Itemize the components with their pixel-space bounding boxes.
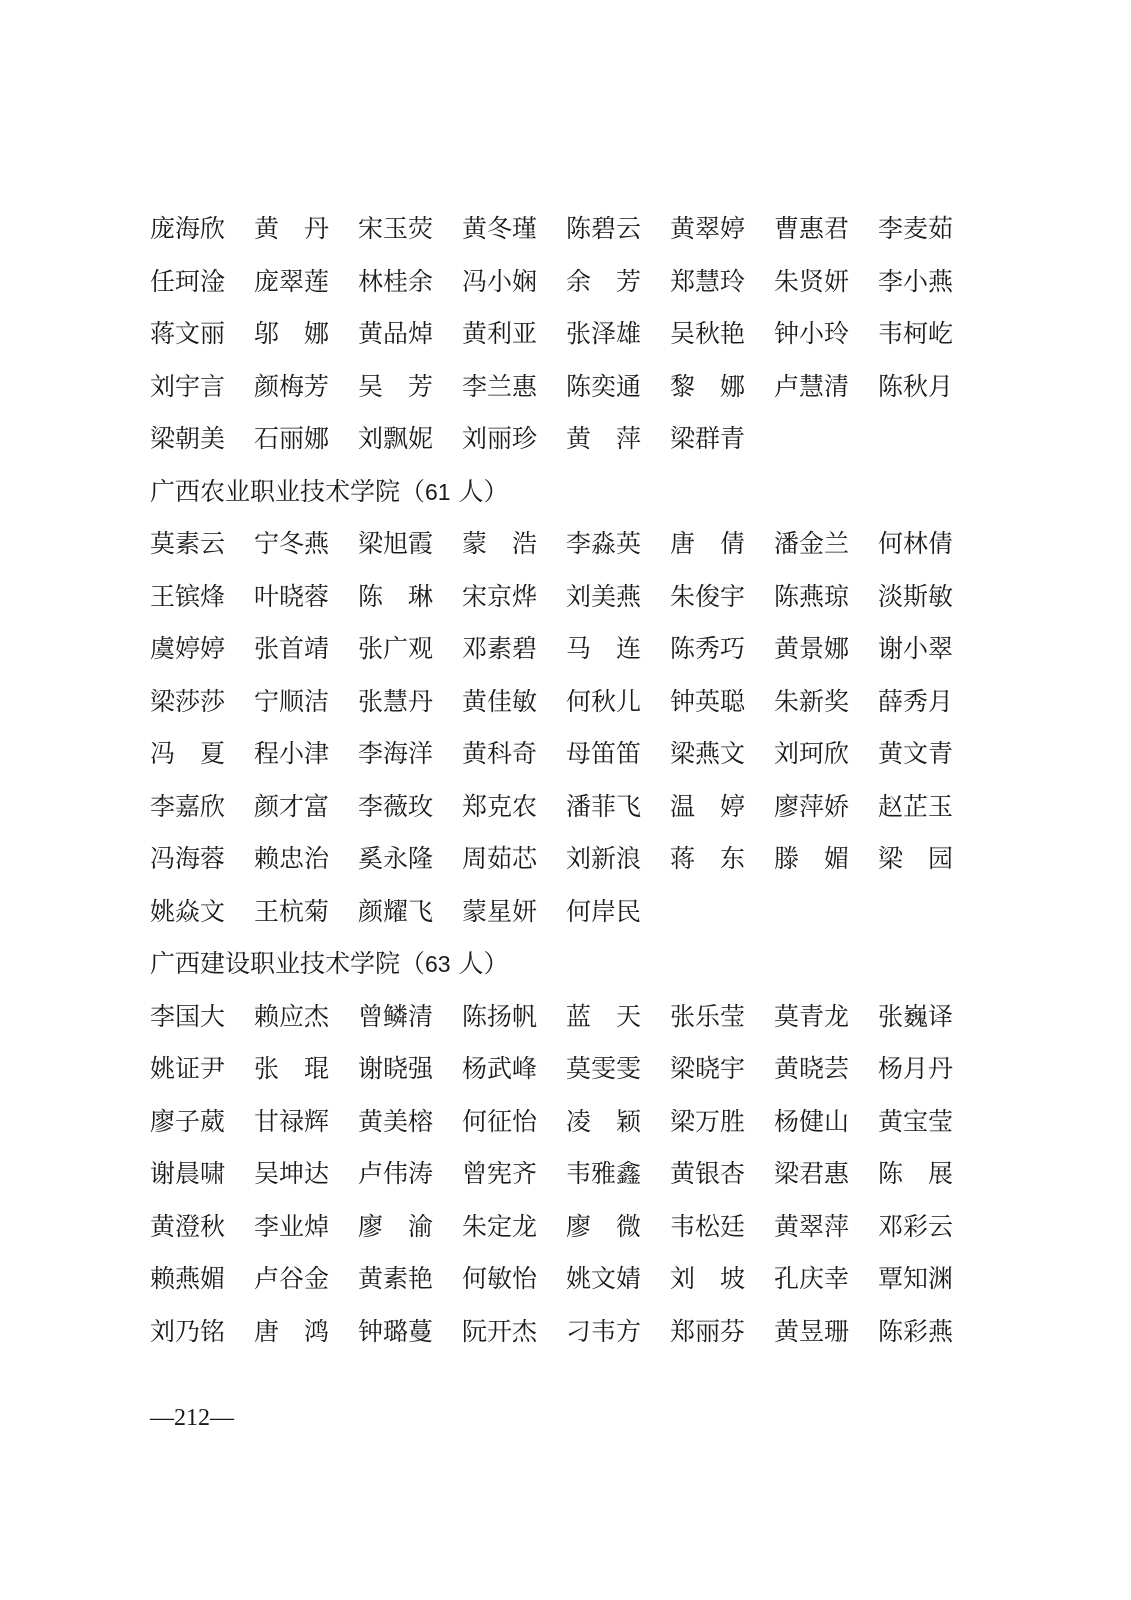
- section-heading-count: 61: [425, 478, 451, 505]
- person-name: 卢谷金: [254, 1264, 330, 1293]
- person-name: 黄昱珊: [774, 1316, 850, 1346]
- person-name: 郑丽芬: [670, 1316, 746, 1346]
- person-name: 淡斯敏: [878, 581, 954, 611]
- person-name: 叶晓蓉: [254, 581, 330, 611]
- person-name: 廖子葳: [150, 1106, 226, 1136]
- name-row: [150, 783, 1030, 836]
- person-name: 梁旭霞: [358, 529, 434, 558]
- person-name: 吴 芳: [358, 371, 434, 401]
- section-heading-line: [150, 940, 1030, 993]
- name-row: [150, 363, 1030, 416]
- name-row: [150, 1150, 1030, 1203]
- name-row: [150, 205, 1030, 258]
- person-name: 蓝 天: [566, 1001, 642, 1031]
- person-name: 母笛笛: [566, 739, 642, 768]
- person-name: 廖 微: [566, 1211, 642, 1241]
- person-name: 张广观: [358, 634, 434, 663]
- person-name: 宋京烨: [462, 581, 538, 611]
- person-name: 黄澄秋: [150, 1211, 226, 1241]
- person-name: 陈 展: [878, 1159, 954, 1188]
- person-name: 刘丽珍: [462, 424, 538, 453]
- person-name: 宁顺洁: [254, 686, 330, 716]
- person-name: 黄素艳: [358, 1264, 434, 1293]
- person-name: 郑慧玲: [670, 266, 746, 296]
- name-row: [150, 625, 1030, 678]
- person-name: 朱定龙: [462, 1211, 538, 1241]
- person-name: 张首靖: [254, 634, 330, 663]
- person-name: 陈 琳: [358, 581, 434, 611]
- person-name: 蒙星妍: [462, 896, 538, 926]
- person-name: 卢伟涛: [358, 1159, 434, 1188]
- person-name: 何敏怡: [462, 1264, 538, 1293]
- person-name: 邓彩云: [878, 1211, 954, 1241]
- person-name: 张巍译: [878, 1001, 954, 1031]
- person-name: 张乐莹: [670, 1001, 746, 1031]
- person-name: 曾鳞清: [358, 1001, 434, 1031]
- person-name: 陈燕琼: [774, 581, 850, 611]
- person-name: 杨健山: [774, 1106, 850, 1136]
- person-name: 刘珂欣: [774, 739, 850, 768]
- person-name: 陈秀巧: [670, 634, 746, 663]
- person-name: 梁群青: [670, 424, 746, 453]
- person-name: 韦雅鑫: [566, 1159, 642, 1188]
- person-name: 何岸民: [566, 896, 642, 926]
- section-heading: [150, 474, 509, 510]
- person-name: 黄翠萍: [774, 1211, 850, 1241]
- person-name: 李小燕: [878, 266, 954, 296]
- person-name: 朱俊宇: [670, 581, 746, 611]
- person-name: 甘禄辉: [254, 1106, 330, 1136]
- person-name: 周茹芯: [462, 844, 538, 873]
- person-name: 滕 媚: [774, 844, 850, 873]
- person-name: 马 连: [566, 634, 642, 663]
- person-name: 陈秋月: [878, 371, 954, 401]
- person-name: 姚文婧: [566, 1264, 642, 1293]
- section-heading-count: 63: [425, 951, 451, 977]
- person-name: 张慧丹: [358, 686, 434, 716]
- person-name: 陈碧云: [566, 214, 642, 243]
- person-name: 宁冬燕: [254, 529, 330, 558]
- person-name: 赖应杰: [254, 1001, 330, 1031]
- person-name: 廖 渝: [358, 1211, 434, 1241]
- name-row: [150, 258, 1030, 311]
- person-name: 蒋 东: [670, 844, 746, 873]
- name-list: [150, 205, 1030, 1360]
- name-row: [150, 573, 1030, 626]
- name-row: [150, 415, 1030, 468]
- person-name: 梁 园: [878, 844, 954, 873]
- person-name: 刘飘妮: [358, 424, 434, 453]
- person-name: 谢小翠: [878, 634, 954, 663]
- person-name: 刘宇言: [150, 371, 226, 401]
- person-name: 冯 夏: [150, 739, 226, 768]
- person-name: 王镔烽: [150, 581, 226, 611]
- person-name: 陈彩燕: [878, 1316, 954, 1346]
- person-name: 吴秋艳: [670, 319, 746, 348]
- section-heading: [150, 946, 509, 982]
- person-name: 梁朝美: [150, 424, 226, 453]
- person-name: 朱新奖: [774, 686, 850, 716]
- person-name: 钟小玲: [774, 319, 850, 348]
- person-name: 蒙 浩: [462, 529, 538, 558]
- person-name: 李薇玫: [358, 791, 434, 821]
- person-name: 郑克农: [462, 791, 538, 821]
- person-name: 刘美燕: [566, 581, 642, 611]
- person-name: 张泽雄: [566, 319, 642, 348]
- person-name: 石丽娜: [254, 424, 330, 453]
- person-name: 王杭菊: [254, 896, 330, 926]
- person-name: 庞海欣: [150, 214, 226, 243]
- person-name: 唐 鸿: [254, 1316, 330, 1346]
- section-heading-suffix: 人）: [450, 476, 509, 506]
- person-name: 廖萍娇: [774, 791, 850, 821]
- person-name: 姚证尹: [150, 1054, 226, 1083]
- person-name: 梁莎莎: [150, 686, 226, 716]
- person-name: 朱贤妍: [774, 266, 850, 296]
- person-name: 钟英聪: [670, 686, 746, 716]
- person-name: 卢慧清: [774, 371, 850, 401]
- person-name: 梁晓宇: [670, 1054, 746, 1083]
- person-name: 陈奕通: [566, 371, 642, 401]
- person-name: 赵芷玉: [878, 791, 954, 821]
- person-name: 曹惠君: [774, 214, 850, 243]
- person-name: 奚永隆: [358, 844, 434, 873]
- name-row: [150, 1255, 1030, 1308]
- person-name: 黄翠婷: [670, 214, 746, 243]
- person-name: 庞翠莲: [254, 266, 330, 296]
- name-row: [150, 1308, 1030, 1361]
- person-name: 吴坤达: [254, 1159, 330, 1188]
- person-name: 张 琨: [254, 1054, 330, 1083]
- person-name: 韦柯屹: [878, 319, 954, 348]
- person-name: 唐 倩: [670, 529, 746, 558]
- person-name: 刘乃铭: [150, 1316, 226, 1346]
- person-name: 黄美榕: [358, 1106, 434, 1136]
- name-row: [150, 1045, 1030, 1098]
- person-name: 李嘉欣: [150, 791, 226, 821]
- person-name: 黄 丹: [254, 214, 330, 243]
- person-name: 颜耀飞: [358, 896, 434, 926]
- person-name: 李麦茹: [878, 214, 954, 243]
- person-name: 潘金兰: [774, 529, 850, 558]
- person-name: 杨武峰: [462, 1054, 538, 1083]
- person-name: 冯海蓉: [150, 844, 226, 873]
- name-row: [150, 730, 1030, 783]
- person-name: 谢晓强: [358, 1054, 434, 1083]
- person-name: 梁万胜: [670, 1106, 746, 1136]
- name-row: [150, 1203, 1030, 1256]
- person-name: 黄品焯: [358, 319, 434, 348]
- section-heading-line: [150, 468, 1030, 521]
- name-row: [150, 835, 1030, 888]
- person-name: 薛秀月: [878, 686, 954, 716]
- person-name: 黄文青: [878, 739, 954, 768]
- person-name: 黄银杏: [670, 1159, 746, 1188]
- name-row: [150, 993, 1030, 1046]
- person-name: 何秋儿: [566, 686, 642, 716]
- person-name: 刁韦方: [566, 1316, 642, 1346]
- person-name: 黄冬瑾: [462, 214, 538, 243]
- person-name: 赖忠治: [254, 844, 330, 873]
- name-row: [150, 520, 1030, 573]
- page-number: —212—: [150, 1405, 234, 1431]
- person-name: 莫青龙: [774, 1001, 850, 1031]
- person-name: 钟璐蔓: [358, 1316, 434, 1346]
- name-row: [150, 310, 1030, 363]
- person-name: 邓素碧: [462, 634, 538, 663]
- person-name: 潘菲飞: [566, 791, 642, 821]
- person-name: 凌 颖: [566, 1106, 642, 1136]
- section-heading-name: 广西建设职业技术学院（: [150, 949, 426, 978]
- person-name: 赖燕媚: [150, 1264, 226, 1293]
- person-name: 李兰惠: [462, 371, 538, 401]
- person-name: 黄景娜: [774, 634, 850, 663]
- person-name: 冯小娴: [462, 266, 538, 296]
- person-name: 余 芳: [566, 266, 642, 296]
- person-name: 李淼英: [566, 529, 642, 558]
- person-name: 黄晓芸: [774, 1054, 850, 1083]
- person-name: 颜梅芳: [254, 371, 330, 401]
- person-name: 黎 娜: [670, 371, 746, 401]
- person-name: 刘 坡: [670, 1264, 746, 1293]
- person-name: 梁君惠: [774, 1159, 850, 1188]
- person-name: 宋玉荧: [358, 214, 434, 243]
- person-name: 谢晨啸: [150, 1159, 226, 1188]
- person-name: 黄利亚: [462, 319, 538, 348]
- name-row: [150, 1098, 1030, 1151]
- name-row: [150, 678, 1030, 731]
- person-name: 黄佳敏: [462, 686, 538, 716]
- person-name: 曾宪齐: [462, 1159, 538, 1188]
- person-name: 程小津: [254, 739, 330, 768]
- person-name: 颜才富: [254, 791, 330, 821]
- person-name: 林桂余: [358, 266, 434, 296]
- person-name: 何征怡: [462, 1106, 538, 1136]
- person-name: 阮开杰: [462, 1316, 538, 1346]
- person-name: 李业焯: [254, 1211, 330, 1241]
- person-name: 任珂淦: [150, 266, 226, 296]
- person-name: 姚焱文: [150, 896, 226, 926]
- person-name: 刘新浪: [566, 844, 642, 873]
- person-name: 温 婷: [670, 791, 746, 821]
- section-heading-name: 广西农业职业技术学院（: [150, 476, 426, 506]
- person-name: 莫素云: [150, 529, 226, 558]
- person-name: 覃知渊: [878, 1264, 954, 1293]
- name-row: [150, 888, 1030, 941]
- person-name: 黄 萍: [566, 424, 642, 453]
- person-name: 黄宝莹: [878, 1106, 954, 1136]
- person-name: 孔庆幸: [774, 1264, 850, 1293]
- person-name: 杨月丹: [878, 1054, 954, 1083]
- person-name: 虞婷婷: [150, 634, 226, 663]
- person-name: 邬 娜: [254, 319, 330, 348]
- person-name: 黄科奇: [462, 739, 538, 768]
- section-heading-suffix: 人）: [450, 949, 509, 978]
- person-name: 梁燕文: [670, 739, 746, 768]
- person-name: 蒋文丽: [150, 319, 226, 348]
- person-name: 李国大: [150, 1001, 226, 1031]
- person-name: 韦松廷: [670, 1211, 746, 1241]
- person-name: 何林倩: [878, 529, 954, 558]
- person-name: 莫雯雯: [566, 1054, 642, 1083]
- person-name: 李海洋: [358, 739, 434, 768]
- person-name: 陈扬帆: [462, 1001, 538, 1031]
